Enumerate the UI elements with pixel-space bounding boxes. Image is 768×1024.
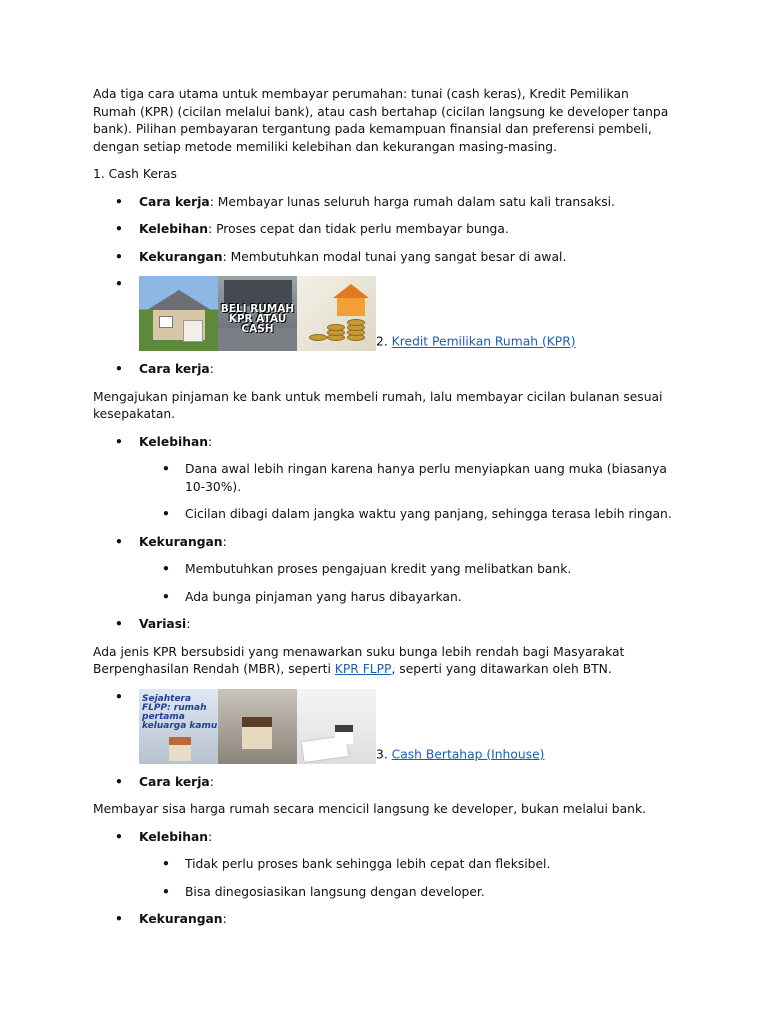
item-label: Kekurangan <box>139 249 223 264</box>
item-text: : Membayar lunas seluruh harga rumah dalam satu kali transaksi. <box>209 194 615 209</box>
item-label: Kekurangan <box>139 912 223 926</box>
item-label: Kelebihan <box>139 434 209 449</box>
list-item <box>93 829 673 847</box>
item-label: Variasi <box>139 617 187 631</box>
flpp-images <box>139 689 376 764</box>
house-contract-photo <box>297 689 376 764</box>
section2-number: 2. <box>376 334 392 349</box>
sub-list-item: • Bisa dinegosiasikan langsung dengan developer. <box>93 884 673 902</box>
inhouse-cara-text: Membayar sisa harga rumah secara mencicil langsung ke developer, bukan melalui bank. <box>93 802 646 816</box>
sub-list-item: • Membutuhkan proses pengajuan kredit yang melibatkan bank. <box>93 561 673 579</box>
list-item <box>93 361 673 379</box>
section3-details <box>93 829 673 929</box>
list-item <box>93 774 673 792</box>
list-item <box>93 434 673 452</box>
list-item <box>93 221 673 239</box>
list-item-image-row <box>93 276 673 351</box>
list-item <box>93 616 673 634</box>
section3-number: 3. <box>376 747 392 761</box>
house-photo <box>139 276 218 351</box>
list-item <box>93 534 673 552</box>
section2-list <box>93 434 673 634</box>
list-item <box>93 249 673 267</box>
inhouse-link[interactable]: Cash Bertahap (Inhouse) <box>391 747 545 761</box>
variasi-text: Ada jenis KPR bersubsidi yang menawarkan suku bunga lebih rendah bagi Masyarakat Berpenghasilan Rendah (MBR), seperti <box>93 644 625 676</box>
item-label: Cara kerja <box>139 362 210 376</box>
beli-rumah-photo <box>218 276 297 351</box>
item-text: : Membutuhkan modal tunai yang sangat besar di awal. <box>222 249 567 264</box>
item-label: Cara kerja <box>139 194 210 209</box>
intro-paragraph: Ada tiga cara utama untuk membayar perumahan: tunai (cash keras), Kredit Pemilikan Rumah (KPR) (cicilan melalui bank), atau cash bertahap (cicilan langsung ke developer tanpa bank). Pilihan pembayaran tergantung pada kemampuan finansial dan preferensi pembeli, dengan setiap metode memiliki kelebihan dan kekurangan masing-masing. <box>93 87 669 154</box>
item-colon: : <box>222 534 227 549</box>
kpr-link[interactable]: Kredit Pemilikan Rumah (KPR) <box>391 334 576 349</box>
item-colon: : <box>186 617 191 631</box>
item-label: Kekurangan <box>139 534 223 549</box>
item-text: : Proses cepat dan tidak perlu membayar bunga. <box>208 222 509 236</box>
section3-list <box>93 689 673 792</box>
house-coins-photo <box>297 276 376 351</box>
image-caption: • BELI RUMAH KPR ATAU CASH <box>220 303 295 335</box>
list-item <box>93 194 673 212</box>
list-item <box>93 911 673 929</box>
section1-list <box>93 194 673 379</box>
variasi-text-end: , seperti yang ditawarkan oleh BTN. <box>391 662 612 676</box>
item-label: Kelebihan <box>139 829 209 844</box>
item-colon: : <box>209 774 214 789</box>
sub-list-item: • Tidak perlu proses bank sehingga lebih cepat dan fleksibel. <box>93 856 673 874</box>
item-label: Kelebihan <box>139 222 209 236</box>
image-caption: • Sejahtera FLPP: rumah pertama keluarga kamu <box>142 693 218 731</box>
list-item-image-row <box>93 689 673 764</box>
item-label: Cara kerja <box>139 774 210 789</box>
section1-heading: 1. Cash Keras <box>93 167 177 181</box>
item-colon: : <box>209 362 214 376</box>
sub-list-item: • Cicilan dibagi dalam jangka waktu yang panjang, sehingga terasa lebih ringan. <box>93 506 673 524</box>
kpr-flpp-link[interactable]: KPR FLPP <box>334 662 392 676</box>
document-body <box>93 86 673 939</box>
sub-list-item: • Ada bunga pinjaman yang harus dibayarkan. <box>93 589 673 607</box>
variasi-paragraph <box>93 644 673 679</box>
item-colon: : <box>208 434 213 449</box>
kpr-cara-text: Mengajukan pinjaman ke bank untuk membeli rumah, lalu membayar cicilan bulanan sesuai kesepakatan. <box>93 389 663 421</box>
sub-list-item: • Dana awal lebih ringan karena hanya perlu menyiapkan uang muka (biasanya 10-30%). <box>93 461 673 496</box>
flpp-banner-photo <box>139 689 218 764</box>
house-model-photo <box>218 689 297 764</box>
cash-images <box>139 276 376 351</box>
item-colon: : <box>222 912 227 926</box>
item-colon: : <box>208 829 213 844</box>
